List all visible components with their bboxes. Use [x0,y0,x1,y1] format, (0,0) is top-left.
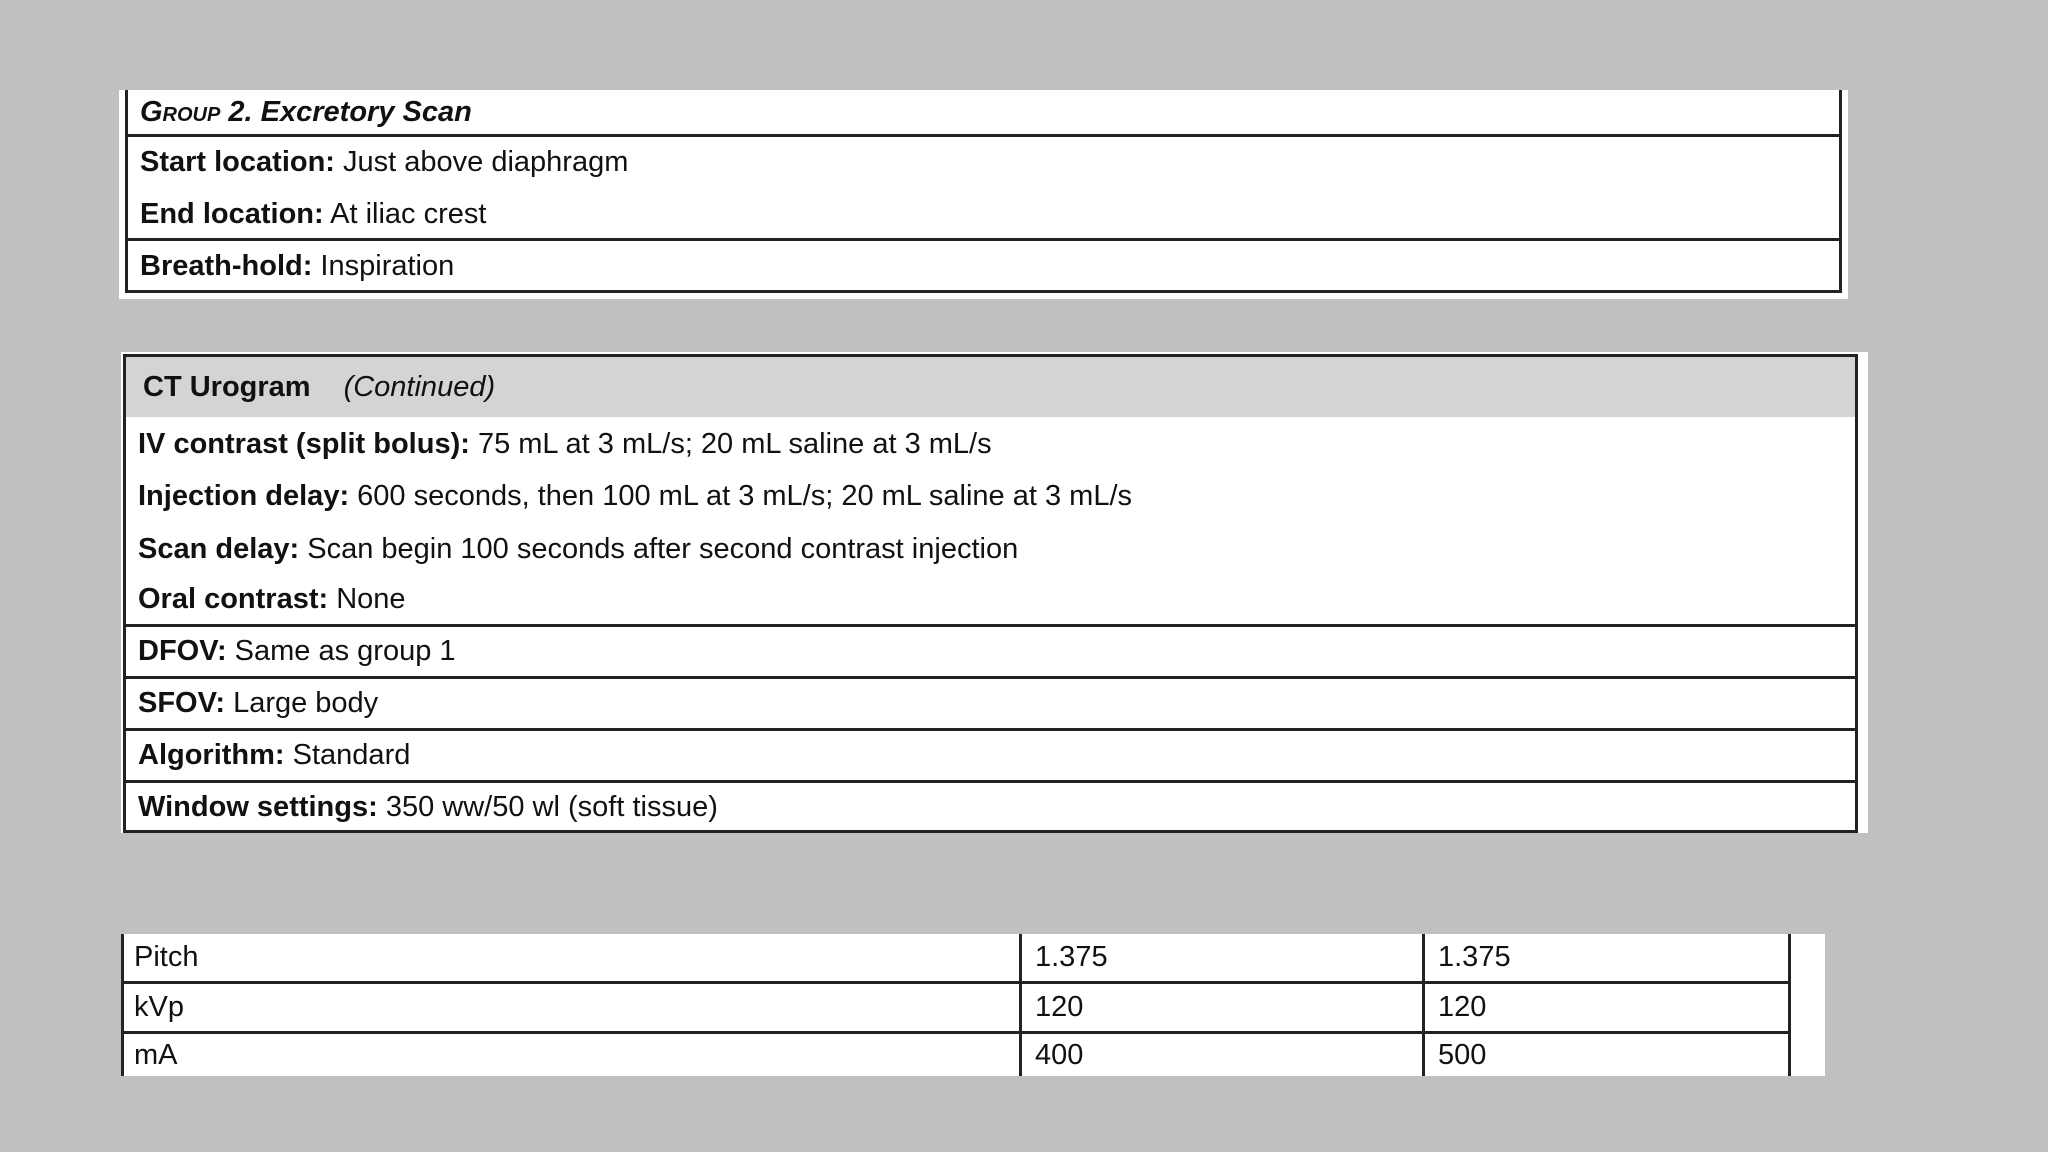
ct-urogram-table [121,352,1868,833]
field-value: Standard [284,739,411,771]
field-label: Window settings: [138,790,378,823]
algorithm-row [121,731,1868,780]
table-frame [121,934,1791,1076]
field-label: Start location: [140,145,335,178]
field-label: Injection delay: [138,480,350,512]
param-value-cell: 500 [1438,1038,1487,1071]
field-value: 350 ww/50 wl (soft tissue) [377,790,718,823]
injection-delay-row [121,470,1868,523]
field-label: Oral contrast: [138,583,329,615]
param-value-cell: 400 [1035,1038,1084,1071]
breath-hold-row [119,240,1848,292]
param-value-cell: 1.375 [1438,941,1511,973]
divider [121,981,1791,984]
group2-excretory-scan-table [119,90,1848,299]
sfov-row [121,679,1868,728]
iv-contrast-row [121,419,1868,470]
param-value-cell: 1.375 [1035,941,1108,973]
scan-parameters-table [121,934,1825,1076]
window-settings-row [121,783,1868,831]
column-divider [1422,934,1425,1076]
field-label: Algorithm: [138,739,285,771]
urogram-title-row [121,357,1868,417]
scan-delay-row [121,523,1868,575]
field-value: Large body [225,687,379,719]
param-name-cell: mA [134,1038,178,1071]
param-value-cell: 120 [1438,991,1487,1023]
continued-label: (Continued) [343,370,496,403]
group2-title-row [119,90,1848,134]
field-value: 600 seconds, then 100 mL at 3 mL/s; 20 mL saline at 3 mL/s [349,480,1133,512]
field-label: End location: [140,197,324,230]
field-value: Just above diaphragm [334,145,629,178]
field-label: IV contrast (split bolus): [138,428,470,460]
param-name-cell: kVp [134,991,184,1023]
field-label: Scan delay: [138,532,300,565]
field-label: DFOV: [138,635,227,667]
column-divider [1019,934,1022,1076]
dfov-row [121,627,1868,676]
urogram-title: CT Urogram [143,370,311,403]
group2-title: Group 2. Excretory Scan [140,95,472,128]
field-value: 75 mL at 3 mL/s; 20 mL saline at 3 mL/s [469,428,992,460]
param-name-cell: Pitch [134,941,199,973]
oral-contrast-row [121,575,1868,624]
field-label: Breath-hold: [140,249,313,282]
param-value-cell: 120 [1035,991,1084,1023]
field-value: Same as group 1 [226,635,456,667]
field-value: Inspiration [312,249,455,282]
field-label: SFOV: [138,687,226,719]
divider [121,1031,1791,1034]
end-location-row [119,188,1848,240]
start-location-row [119,136,1848,188]
field-value: None [328,583,406,615]
field-value: Scan begin 100 seconds after second contrast injection [299,532,1019,565]
field-value: At iliac crest [323,197,487,230]
